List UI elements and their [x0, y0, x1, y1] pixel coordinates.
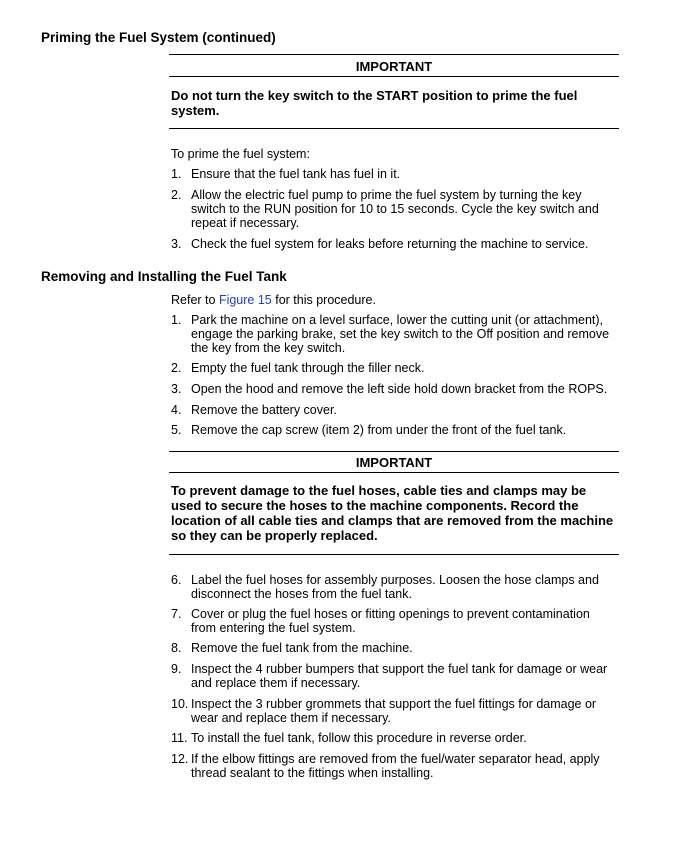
list-item — [171, 607, 616, 635]
step-text: Allow the electric fuel pump to prime the fuel system by turning the key switch to the RUN position for 10 to 15 seconds. Cycle the key switch and repeat if necessary. — [191, 188, 599, 231]
important-rule-bottom — [169, 128, 619, 129]
list-item — [171, 731, 616, 745]
step-text: Inspect the 3 rubber grommets that support the fuel fittings for damage or wear and replace them if necessary. — [191, 697, 597, 726]
step-text: Open the hood and remove the left side hold down bracket from the ROPS. — [191, 382, 608, 396]
step-text: Remove the fuel tank from the machine. — [191, 641, 413, 655]
step-number: 1. — [171, 313, 182, 327]
step-number: 6. — [171, 573, 182, 587]
list-item — [171, 361, 616, 375]
list-item — [171, 237, 616, 251]
step-number: 11. — [171, 731, 188, 745]
step-text: Label the fuel hoses for assembly purposes. Loosen the hose clamps and disconnect the hoses from the fuel tank. — [191, 573, 599, 602]
step-number: 2. — [171, 188, 182, 202]
step-number: 4. — [171, 403, 182, 417]
important-text: Do not turn the key switch to the START position to prime the fuel system. — [171, 88, 578, 118]
important-text: To prevent damage to the fuel hoses, cable ties and clamps may be used to secure the hoses to the machine components. Record the location of all cable ties and clamps that are removed from the machine so they can be properly replaced. — [171, 483, 614, 543]
step-number: 1. — [171, 167, 182, 181]
important-label: IMPORTANT — [355, 455, 433, 470]
list-item — [171, 423, 616, 437]
important-rule-top — [169, 54, 619, 55]
important-rule-top — [169, 451, 619, 452]
step-number: 3. — [171, 237, 182, 251]
step-number: 5. — [171, 423, 182, 437]
fuel-tank-heading: Removing and Installing the Fuel Tank — [41, 269, 287, 284]
priming-intro: To prime the fuel system: — [171, 147, 310, 161]
priming-heading: Priming the Fuel System (continued) — [41, 30, 276, 45]
intro-suffix: for this procedure. — [271, 293, 376, 307]
step-number: 2. — [171, 361, 182, 375]
important-rule-mid — [169, 472, 619, 473]
list-item — [171, 167, 616, 181]
step-number: 7. — [171, 607, 182, 621]
list-item — [171, 188, 616, 231]
figure-15-link[interactable]: Figure 15 — [218, 293, 272, 307]
fuel-tank-intro — [171, 293, 376, 308]
step-number: 12. — [171, 752, 189, 766]
step-text: Check the fuel system for leaks before returning the machine to service. — [191, 237, 589, 251]
step-text: Remove the cap screw (item 2) from under the front of the fuel tank. — [191, 423, 567, 437]
step-text: If the elbow fittings are removed from the fuel/water separator head, apply thread sealant to the fittings when installing. — [191, 752, 600, 781]
list-item — [171, 573, 616, 601]
step-text: To install the fuel tank, follow this procedure in reverse order. — [191, 731, 527, 745]
step-text: Park the machine on a level surface, lower the cutting unit (or attachment), engage the parking brake, set the key switch to the Off position and remove the key from the key switch. — [191, 313, 610, 356]
step-text: Empty the fuel tank through the filler neck. — [191, 361, 425, 375]
step-text: Inspect the 4 rubber bumpers that support the fuel tank for damage or wear and replace them if necessary. — [191, 662, 608, 691]
list-item — [171, 382, 616, 396]
intro-prefix: Refer to — [171, 293, 219, 307]
step-text: Remove the battery cover. — [191, 403, 337, 417]
list-item — [171, 697, 616, 725]
list-item — [171, 662, 616, 690]
step-number: 3. — [171, 382, 182, 396]
step-text: Ensure that the fuel tank has fuel in it. — [191, 167, 401, 181]
important-label: IMPORTANT — [355, 59, 433, 74]
step-number: 8. — [171, 641, 182, 655]
list-item — [171, 313, 616, 356]
important-rule-bottom — [169, 554, 619, 555]
list-item — [171, 641, 616, 655]
list-item — [171, 752, 616, 780]
step-number: 9. — [171, 662, 182, 676]
step-number: 10. — [171, 697, 189, 711]
step-text: Cover or plug the fuel hoses or fitting openings to prevent contamination from entering the fuel system. — [191, 607, 590, 636]
list-item — [171, 403, 616, 417]
important-rule-mid — [169, 76, 619, 77]
